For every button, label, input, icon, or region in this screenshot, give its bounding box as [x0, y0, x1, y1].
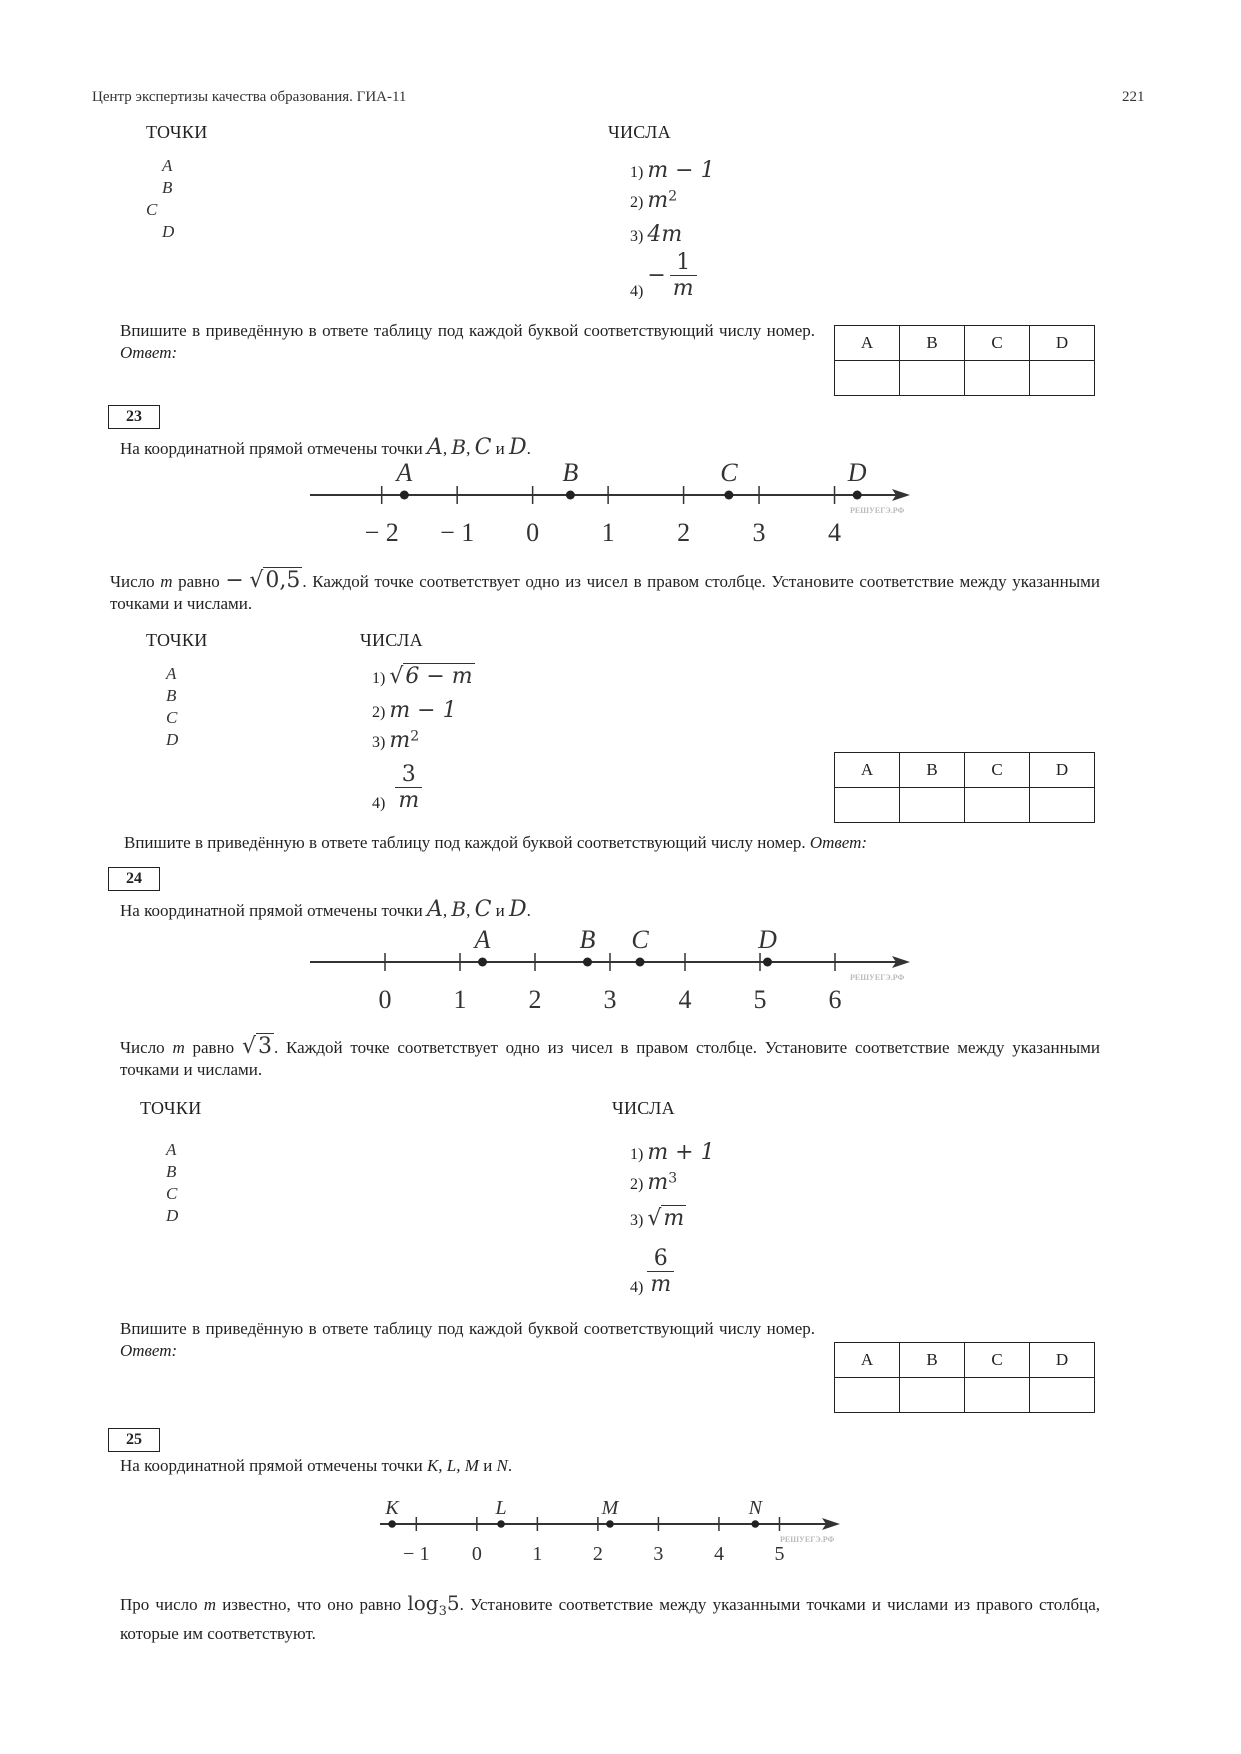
point-label-a: A [162, 156, 173, 175]
answer-cell-b[interactable] [900, 361, 965, 396]
points-caption: ТОЧКИ [146, 122, 208, 142]
point-label-d: D [847, 458, 867, 487]
answer-cell-b[interactable] [900, 1378, 965, 1413]
point-label-c: C [166, 1184, 178, 1203]
tick-label: 5 [753, 985, 767, 1014]
tick-label: 2 [677, 518, 691, 547]
tick-label: − 1 [403, 1543, 430, 1565]
tick-label: 4 [713, 1543, 724, 1565]
page-number: 221 [1122, 89, 1145, 105]
point-c [724, 491, 733, 500]
option-3: 3) $m^2$ [372, 728, 420, 753]
point-label-b: B [162, 178, 173, 197]
point-c [636, 958, 645, 967]
tick-label: 4 [678, 985, 692, 1014]
answer-header-d: D [1030, 1343, 1095, 1378]
answer-cell-a[interactable] [835, 1378, 900, 1413]
numbers-caption: ЧИСЛА [608, 122, 671, 142]
answer-cell-b[interactable] [900, 788, 965, 823]
task-intro: На координатной прямой отмечены точки A, B, C и D. [120, 435, 531, 460]
tick-label: 1 [601, 518, 615, 547]
numbers-caption: ЧИСЛА [612, 1098, 675, 1118]
answer-header-b: B [900, 1343, 965, 1378]
point-label-d: D [166, 1206, 179, 1225]
point-b [583, 958, 592, 967]
task-number: 25 [108, 1428, 160, 1452]
number-line [370, 1494, 850, 1574]
answer-cell-a[interactable] [835, 361, 900, 396]
answer-header-c: C [965, 1343, 1030, 1378]
answer-header-a: A [835, 1343, 900, 1378]
watermark: РЕШУЕГЭ.РФ [850, 973, 905, 982]
point-k [388, 1520, 396, 1528]
task-value-text: Число m равно − √0,5 . Каждой точке соответствует одно из чисел в правом столбце. Установите соответствие между указанными точками и числами. [110, 568, 1101, 613]
tick-label: 6 [828, 985, 842, 1014]
answer-cell-d[interactable] [1030, 788, 1095, 823]
answer-table [834, 325, 1095, 396]
point-label-a: A [474, 925, 491, 954]
task-number: 24 [108, 867, 160, 891]
point-n [751, 1520, 759, 1528]
point-label-a: A [166, 1140, 177, 1159]
answer-cell-c[interactable] [965, 1378, 1030, 1413]
option-1: 1) √6 − m [372, 664, 473, 689]
task-value-text: Число m равно √3 . Каждой точке соответствует одно из чисел в правом столбце. Установите соответствие между указанными точками и числами. [120, 1034, 1100, 1079]
point-label-b: B [579, 925, 596, 954]
answer-header-b: B [900, 326, 965, 361]
option-3: 3) 4m [630, 222, 683, 247]
running-header: Центр экспертизы качества образования. ГИА-11 [92, 89, 407, 105]
point-l [497, 1520, 505, 1528]
number-line [300, 455, 920, 555]
option-3: 3) √m [630, 1206, 685, 1231]
instruction-text: Впишите в приведённую в ответе таблицу под каждой буквой соответствующий числу номер. Ответ: [120, 1319, 815, 1360]
point-label-b: B [166, 1162, 177, 1181]
tick-label: 1 [453, 985, 467, 1014]
option-4: 4) − $\frac{1}{m}$ [630, 250, 697, 301]
instruction-text: Впишите в приведённую в ответе таблицу под каждой буквой соответствующий числу номер. Ответ: [124, 833, 868, 852]
point-label-d: D [758, 925, 777, 954]
point-label-n: N [748, 1497, 762, 1519]
option-2: 2) $m^3$ [630, 1170, 678, 1195]
point-d [853, 491, 862, 500]
answer-header-a: A [835, 753, 900, 788]
answer-cell-d[interactable] [1030, 1378, 1095, 1413]
tick-label: 1 [532, 1543, 543, 1565]
option-4: 4) $\frac{3}{m}$ [372, 762, 422, 813]
point-label-c: C [631, 925, 649, 954]
answer-header-c: C [965, 326, 1030, 361]
tick-label: 0 [471, 1543, 482, 1565]
point-d [763, 958, 772, 967]
tick-label: 0 [378, 985, 392, 1014]
point-label-k: K [385, 1497, 399, 1519]
point-label-b: B [166, 686, 177, 705]
point-b [566, 491, 575, 500]
number-line [300, 922, 920, 1022]
answer-header-b: B [900, 753, 965, 788]
points-caption: ТОЧКИ [140, 1098, 202, 1118]
option-4: 4) $\frac{6}{m}$ [630, 1246, 674, 1297]
point-m [606, 1520, 614, 1528]
points-caption: ТОЧКИ [146, 630, 208, 650]
answer-table [834, 752, 1095, 823]
task-value-text: Про число m известно, что оно равно $\log_35$. Установите соответствие между указанными точками и числами из правого столбца, которые им соответствуют. [120, 1591, 1101, 1643]
answer-cell-c[interactable] [965, 361, 1030, 396]
tick-label: 4 [828, 518, 842, 547]
task-intro: На координатной прямой отмечены точки K, L, M и N. [120, 1456, 513, 1475]
answer-header-d: D [1030, 753, 1095, 788]
task-number: 23 [108, 405, 160, 429]
point-label-c: C [146, 200, 158, 219]
tick-label: 3 [752, 518, 766, 547]
tick-label: 5 [774, 1543, 785, 1565]
answer-header-c: C [965, 753, 1030, 788]
tick-label: 2 [528, 985, 542, 1014]
tick-label: 2 [592, 1543, 603, 1565]
point-label-a: A [166, 664, 177, 683]
tick-label: − 1 [440, 518, 475, 547]
option-2: 2) m − 1 [372, 698, 457, 723]
instruction-text: Впишите в приведённую в ответе таблицу под каждой буквой соответствующий числу номер. Ответ: [120, 321, 815, 362]
option-1: 1) m + 1 [630, 1140, 715, 1165]
answer-header-a: A [835, 326, 900, 361]
answer-cell-a[interactable] [835, 788, 900, 823]
point-label-c: C [720, 458, 738, 487]
watermark: РЕШУЕГЭ.РФ [780, 1535, 835, 1544]
point-label-d: D [166, 730, 179, 749]
answer-header-d: D [1030, 326, 1095, 361]
tick-label: 3 [603, 985, 617, 1014]
point-a [400, 491, 409, 500]
point-a [478, 958, 487, 967]
point-label-l: L [495, 1497, 507, 1519]
answer-cell-d[interactable] [1030, 361, 1095, 396]
tick-label: 3 [653, 1543, 664, 1565]
task-intro: На координатной прямой отмечены точки A, B, C и D. [120, 897, 531, 922]
point-label-a: A [396, 458, 413, 487]
tick-label: 0 [526, 518, 540, 547]
point-label-b: B [562, 458, 579, 487]
option-1: 1) m − 1 [630, 158, 715, 183]
point-label-c: C [166, 708, 178, 727]
point-label-m: M [601, 1497, 619, 1519]
watermark: РЕШУЕГЭ.РФ [850, 506, 905, 515]
numbers-caption: ЧИСЛА [360, 630, 423, 650]
tick-label: − 2 [364, 518, 399, 547]
answer-cell-c[interactable] [965, 788, 1030, 823]
point-label-d: D [162, 222, 175, 241]
option-2: 2) $m^2$ [630, 188, 678, 213]
answer-table [834, 1342, 1095, 1413]
